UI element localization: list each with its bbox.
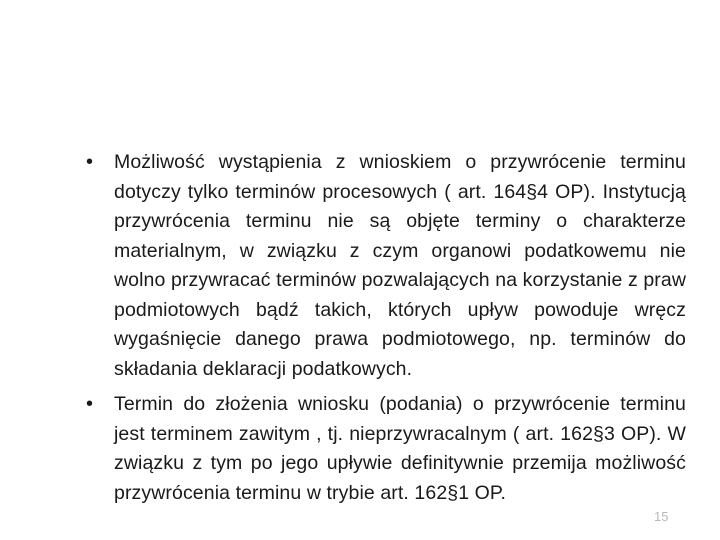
bullet-text: Termin do złożenia wniosku (podania) o przywrócenie terminu jest terminem zawitym , tj. nieprzywracalnym ( art. 162§3 OP). W związku z tym po jego upływie definitywnie przemija możliwość przywrócenia terminu w trybie art. 162§1 OP. (114, 393, 686, 504)
bullet-list (0, 148, 720, 514)
bullet-item (86, 148, 686, 384)
bullet-text: Możliwość wystąpienia z wnioskiem o przywrócenie terminu dotyczy tylko terminów procesowych ( art. 164§4 OP). Instytucją przywrócenia terminu nie są objęte terminy o charakterze materialnym, w związku z czym organowi podatkowemu nie wolno przywracać terminów pozwalających na korzystanie z praw podmiotowych bądź takich, których upływ powoduje wręcz wygaśnięcie danego prawa podmiotowego, np. terminów do składania deklaracji podatkowych. (114, 151, 686, 380)
bullet-item (86, 390, 686, 508)
bullet-icon: • (86, 393, 94, 415)
page-number: 15 (654, 509, 669, 524)
bullet-icon: • (86, 151, 94, 173)
